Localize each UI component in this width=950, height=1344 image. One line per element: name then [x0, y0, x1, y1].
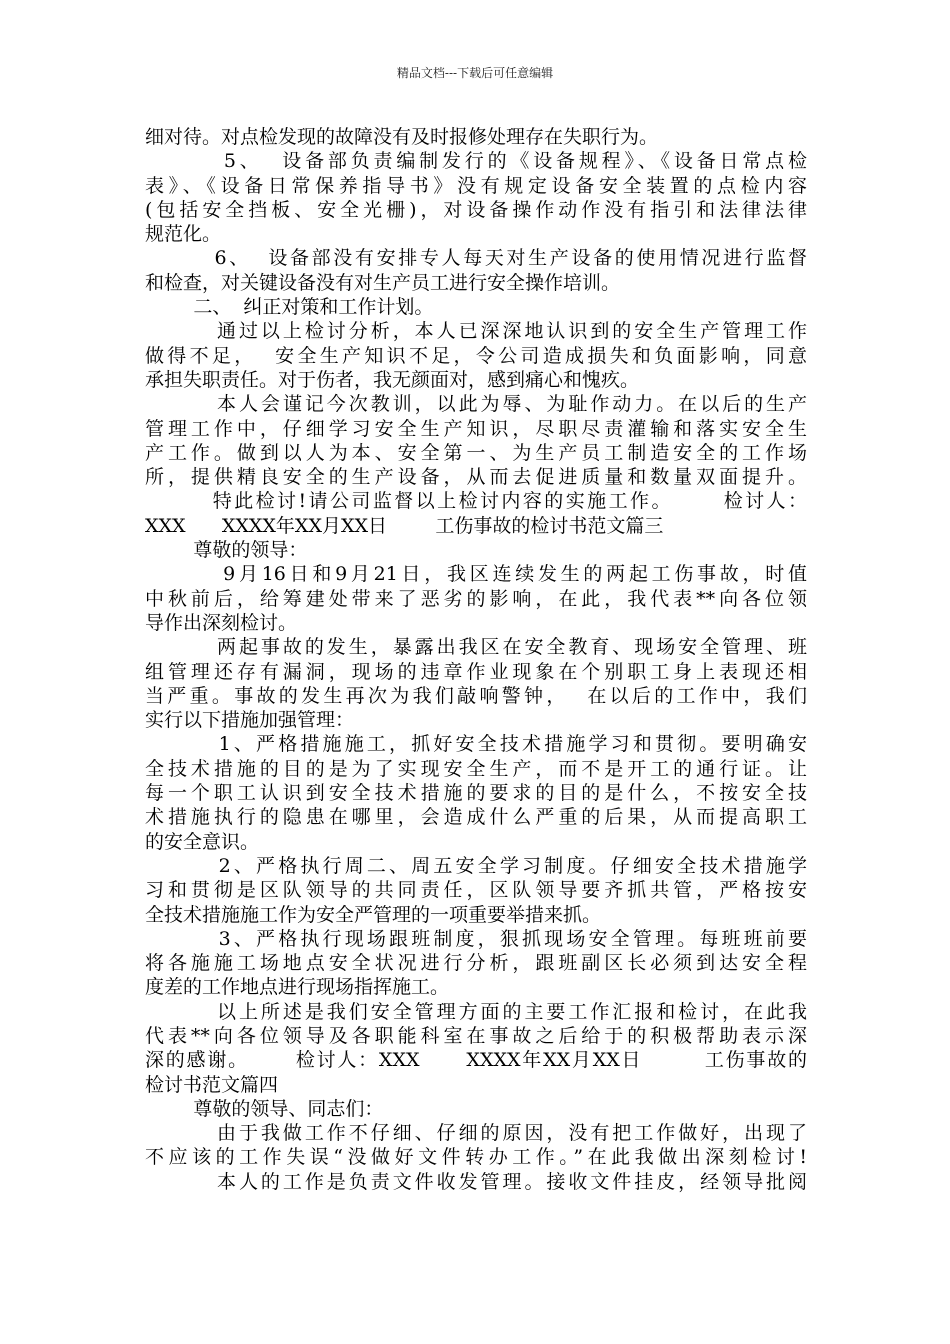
- text-line: 检讨书范文篇四: [145, 1073, 279, 1096]
- text-line: 习和贯彻是区队领导的共同责任，区队领导要齐抓共管，严格按安: [145, 879, 807, 902]
- text-line: 6、 设备部没有安排专人每天对生产设备的使用情况进行监督: [145, 247, 807, 270]
- page-header: 精品文档---下载后可任意编辑: [396, 66, 554, 80]
- text-line: 产工作。做到以人为本、安全第一、为生产员工制造安全的工作场: [145, 441, 807, 464]
- document-body: [145, 125, 807, 1194]
- text-line: XXX XXXX年XX月XX日 工伤事故的检讨书范文篇三: [145, 514, 664, 537]
- text-line: 两起事故的发生，暴露出我区在安全教育、现场安全管理、班: [145, 636, 807, 659]
- text-line: 本人会谨记今次教训，以此为辱、为耻作动力。在以后的生产: [145, 393, 807, 416]
- text-line: 5、 设备部负责编制发行的《设备规程》、《设备日常点检: [145, 150, 807, 173]
- text-line: 当严重。事故的发生再次为我们敲响警钟， 在以后的工作中，我们: [145, 684, 807, 707]
- text-line: 代表**向各位领导及各职能科室在事故之后给于的积极帮助表示深: [145, 1024, 807, 1047]
- text-line: 导作出深刻检讨。: [145, 611, 298, 634]
- text-line: (包括安全挡板、安全光栅)，对设备操作动作没有指引和法律法律: [145, 198, 807, 221]
- text-line: 度差的工作地点进行现场指挥施工。: [145, 976, 450, 999]
- text-line: 2、严格执行周二、周五安全学习制度。仔细安全技术措施学: [145, 854, 807, 877]
- text-line: 表》、《设备日常保养指导书》没有规定设备安全装置的点检内容: [145, 174, 807, 197]
- text-line: 的安全意识。: [145, 830, 260, 853]
- text-line: 二、 纠正对策和工作计划。: [145, 296, 434, 319]
- text-line: 承担失职责任。对于伤者，我无颜面对，感到痛心和愧疚。: [145, 368, 640, 391]
- text-line: 全技术措施的目的是为了实现安全生产，而不是开工的通行证。让: [145, 757, 807, 780]
- text-line: 将各施施工场地点安全状况进行分析，跟班副区长必须到达安全程: [145, 952, 807, 975]
- text-line: 中秋前后，给筹建处带来了恶劣的影响，在此，我代表**向各位领: [145, 587, 807, 610]
- text-line: 每一个职工认识到安全技术措施的要求的目的是什么，不按安全技: [145, 782, 807, 805]
- text-line: 通过以上检讨分析，本人已深深地认识到的安全生产管理工作: [145, 320, 807, 343]
- text-line: 由于我做工作不仔细、仔细的原因，没有把工作做好，出现了: [145, 1122, 807, 1145]
- text-line: 本人的工作是负责文件收发管理。接收文件挂皮，经领导批阅: [145, 1170, 807, 1193]
- text-line: 全技术措施施工作为安全严管理的一项重要举措来抓。: [145, 903, 602, 926]
- text-line: 不应该的工作失误“没做好文件转办工作。”在此我做出深刻检讨!: [145, 1146, 807, 1169]
- text-line: 组管理还存有漏洞，现场的违章作业现象在个别职工身上表现还相: [145, 660, 807, 683]
- text-line: 和检查，对关键设备没有对生产员工进行安全操作培训。: [145, 271, 621, 294]
- text-line: 尊敬的领导：: [145, 539, 308, 562]
- text-line: 所，提供精良安全的生产设备，从而去促进质量和数量双面提升。: [145, 466, 807, 489]
- text-line: 3、严格执行现场跟班制度，狠抓现场安全管理。每班班前要: [145, 927, 807, 950]
- text-line: 规范化。: [145, 223, 222, 246]
- text-line: 以上所述是我们安全管理方面的主要工作汇报和检讨，在此我: [145, 1000, 807, 1023]
- text-line: 1、严格措施施工，抓好安全技术措施学习和贯彻。要明确安: [145, 733, 807, 756]
- text-line: 做得不足， 安全生产知识不足，令公司造成损失和负面影响，同意: [145, 344, 807, 367]
- text-line: 深的感谢。 检讨人：XXX XXXX年XX月XX日 工伤事故的: [145, 1049, 807, 1072]
- text-line: 实行以下措施加强管理：: [145, 709, 355, 732]
- text-line: 尊敬的领导、同志们：: [145, 1097, 384, 1120]
- text-line: 9月16日和9月21日，我区连续发生的两起工伤事故，时值: [145, 563, 807, 586]
- text-line: 管理工作中，仔细学习安全生产知识，尽职尽责灌输和落实安全生: [145, 417, 807, 440]
- text-line: 特此检讨!请公司监督以上检讨内容的实施工作。 检讨人：: [145, 490, 807, 513]
- text-line: 细对待。对点检发现的故障没有及时报修处理存在失职行为。: [145, 126, 659, 148]
- text-line: 术措施执行的隐患在哪里，会造成什么严重的后果，从而提高职工: [145, 806, 807, 829]
